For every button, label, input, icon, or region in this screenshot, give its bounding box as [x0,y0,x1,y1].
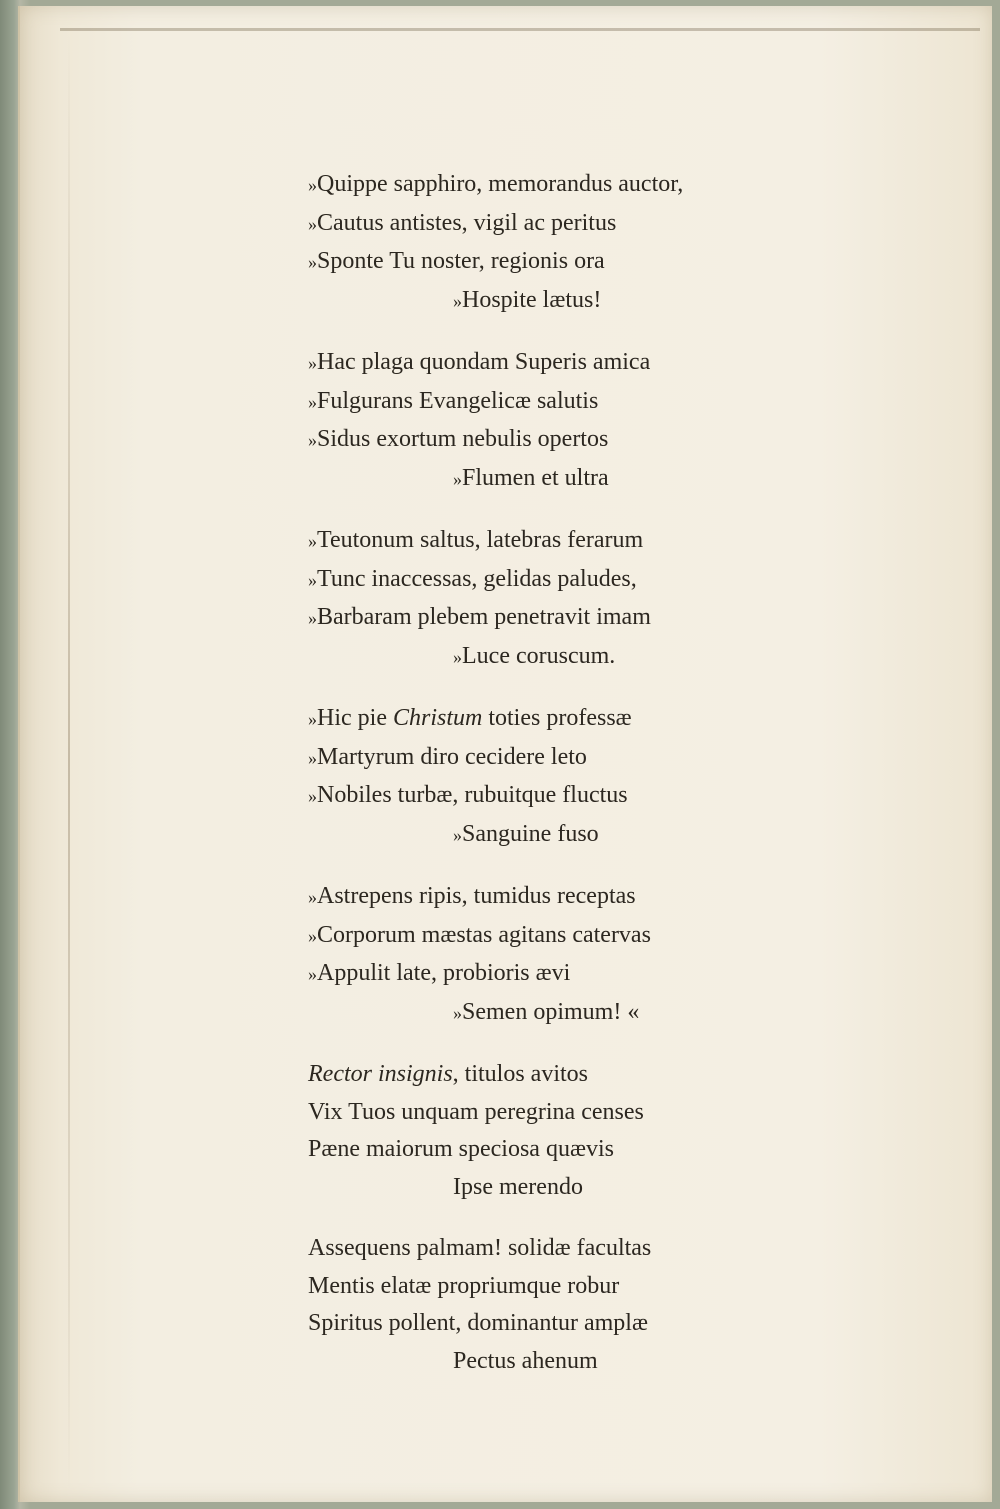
verse-italic-text: Christum [392,705,483,731]
verse-text: Luce coruscum. [462,642,616,669]
quote-mark: » [308,569,316,590]
verse-text: Semen opimum! « [462,998,640,1025]
verse-text: Quippe sapphiro, memorandus auctor, [317,171,684,197]
verse-line [308,700,778,739]
verse-text: Spiritus pollent, dominantur amplæ [308,1310,648,1336]
verse-line [308,1056,778,1094]
verse-text: Sidus exortum nebulis opertos [317,426,609,452]
verse-text: Nobiles turbæ, rubuitque fluctus [317,782,628,808]
quote-mark: » [308,925,316,946]
verse-text: , titulos avitos [452,1061,588,1087]
verse-text: Assequens palmam! solidæ facultas [308,1235,652,1261]
page-inner-fold [68,32,70,1492]
verse-line [308,878,778,917]
verse-line [308,1343,778,1381]
quote-mark: » [308,531,316,551]
verse-line [308,344,778,383]
verse-text: Vix Tuos unquam peregrina censes [308,1098,644,1125]
stanza [308,166,778,320]
stanza [308,878,778,1032]
verse-text: Martyrum diro cecidere leto [317,743,587,770]
stanza [308,1230,778,1380]
verse-line [308,599,778,638]
verse-line [308,739,778,778]
verse-line [308,917,778,956]
verse-text: Appulit late, probioris ævi [317,960,571,986]
quote-mark: » [308,175,316,195]
verse-line [308,955,778,994]
verse-text: Sponte Tu noster, regionis ora [317,248,605,274]
verse-text: Astrepens ripis, tumidus receptas [317,883,636,909]
verse-line [308,421,778,460]
quote-mark: » [308,964,316,984]
verse-text: Fulgurans Evangelicæ salutis [317,387,599,414]
quote-mark: » [308,608,316,628]
quote-mark: » [308,430,316,450]
verse-line [308,777,778,816]
verse-line [308,282,778,321]
verse-line [308,383,778,422]
verse-line [308,816,778,855]
verse-text: Corporum mæstas agitans catervas [317,921,651,948]
verse-text: Hac plaga quondam Superis amica [317,349,651,375]
verse-line [308,166,778,205]
verse-line [308,1169,778,1207]
verse-text: Pæne maiorum speciosa quævis [308,1136,614,1162]
verse-italic-text: Rector insignis [308,1061,453,1087]
verse-line [308,522,778,561]
verse-line [308,243,778,282]
quote-mark: » [308,709,316,729]
verse-line [308,1305,778,1343]
quote-mark: » [308,747,316,768]
quote-mark: » [308,887,316,907]
verse-text: Sanguine fuso [462,820,599,847]
quote-mark: » [308,786,316,806]
verse-text: Cautus antistes, vigil ac peritus [317,209,617,236]
page-top-edge [60,28,980,31]
quote-mark: » [453,1002,461,1023]
verse-line [308,561,778,600]
quote-mark: » [308,353,316,373]
quote-mark: » [308,213,316,234]
verse-text: Tunc inaccessas, gelidas paludes, [317,565,637,592]
verse-text: Teutonum saltus, latebras ferarum [317,527,644,553]
stanza [308,344,778,498]
stanza [308,1056,778,1206]
poem-text [308,166,778,1404]
verse-text: Flumen et ultra [462,464,609,491]
stanza [308,700,778,854]
verse-line [308,460,778,499]
quote-mark: » [453,646,461,667]
verse-line [308,1094,778,1132]
quote-mark: » [453,468,461,489]
quote-mark: » [453,290,461,311]
verse-line [308,638,778,677]
verse-text: Hic pie [317,705,393,731]
verse-text: toties professæ [482,705,632,731]
quote-mark: » [308,391,316,412]
verse-line [308,205,778,244]
verse-line [308,1230,778,1268]
quote-mark: » [308,252,316,272]
verse-line [308,1131,778,1169]
verse-line [308,994,778,1033]
verse-text: Mentis elatæ propriumque robur [308,1272,620,1299]
quote-mark: » [453,824,461,845]
verse-text: Ipse merendo [453,1173,583,1200]
verse-line [308,1268,778,1306]
verse-text: Hospite lætus! [462,286,602,313]
verse-text: Pectus ahenum [453,1347,598,1374]
stanza [308,522,778,676]
verse-text: Barbaram plebem penetravit imam [317,604,651,630]
